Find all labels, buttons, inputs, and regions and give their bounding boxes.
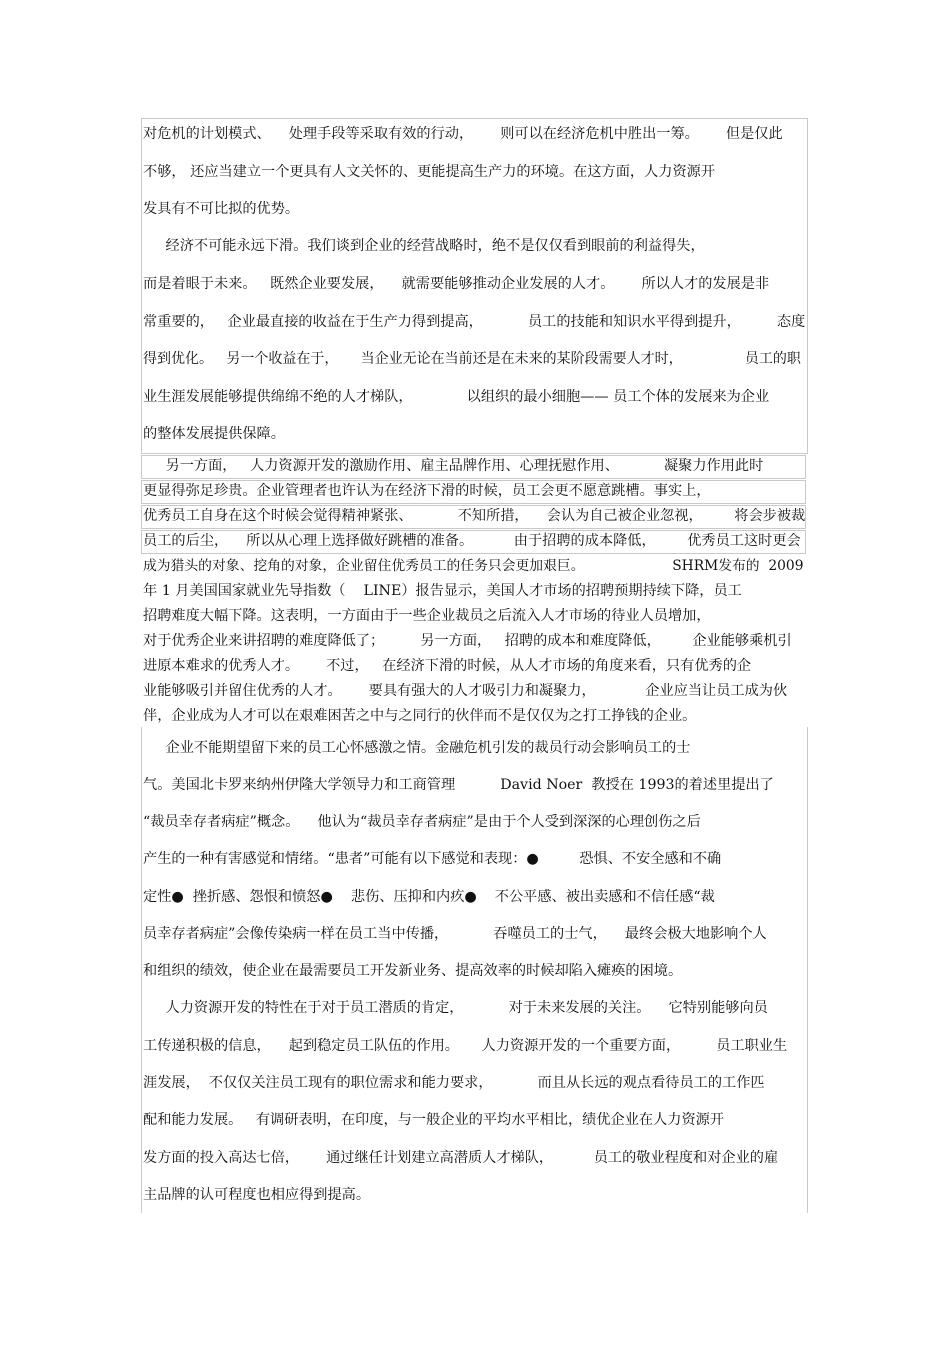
paragraph-line: 进原本难求的优秀人才。 不过， 在经济下滑的时候，从人才市场的角度来看，只有优秀的企 — [143, 658, 752, 674]
paragraph-line: 对于优秀企业来讲招聘的难度降低了； 另一方面， 招聘的成本和难度降低， 企业能够乘机引 — [143, 633, 792, 649]
paragraph-line: 产生的一种有害感觉和情绪。“患者”可能有以下感觉和表现：● 恐惧、不安全感和不确 — [143, 851, 722, 867]
paragraph-line: 经济不可能永远下滑。我们谈到企业的经营战略时，绝不是仅仅看到眼前的利益得失， — [143, 238, 705, 254]
paragraph-line: 不够， 还应当建立一个更具有人文关怀的、更能提高生产力的环境。在这方面，人力资源开 — [143, 164, 716, 180]
paragraph-line: 业生涯发展能够提供绵绵不绝的人才梯队， 以组织的最小细胞—— 员工个体的发展来为企业 — [143, 389, 770, 405]
paragraph-line: 企业不能期望留下来的员工心怀感激之情。金融危机引发的裁员行动会影响员工的士 — [143, 740, 691, 756]
paragraph-line: 而是着眼于未来。 既然企业要发展， 就需要能够推动企业发展的人才。 所以人才的发展是非 — [143, 276, 770, 292]
paragraph-line: 的整体发展提供保障。 — [143, 426, 285, 442]
paragraph-line: 另一方面， 人力资源开发的激励作用、雇主品牌作用、心理抚慰作用、 凝聚力作用此时 — [143, 458, 764, 474]
paragraph-line: 成为猎头的对象、挖角的对象，企业留住优秀员工的任务只会更加艰巨。 SHRM发布的 2009 — [143, 558, 804, 574]
paragraph-line: 更显得弥足珍贵。企业管理者也许认为在经济下滑的时候，员工会更不愿意跳槽。事实上， — [143, 483, 711, 499]
paragraph-line: 人力资源开发的特性在于对于员工潜质的肯定， 对于未来发展的关注。 它特别能够向员 — [143, 1000, 768, 1016]
paragraph-line: 对危机的计划模式、 处理手段等采取有效的行动， 则可以在经济危机中胜出一筹。 但是仅此 — [143, 126, 783, 142]
paragraph-line: “裁员幸存者病症”概念。 他认为“裁员幸存者病症”是由于个人受到深深的心理创伤之后 — [143, 814, 701, 830]
paragraph-line: 常重要的， 企业最直接的收益在于生产力得到提高， 员工的技能和知识水平得到提升， 态度 — [143, 314, 806, 330]
paragraph-line: 优秀员工自身在这个时候会觉得精神紧张、 不知所措， 会认为自己被企业忽视， 将会步被裁 — [143, 508, 806, 524]
paragraph-line: 工传递积极的信息， 起到稳定员工队伍的作用。 人力资源开发的一个重要方面， 员工职业生 — [143, 1038, 788, 1054]
paragraph-line: 发具有不可比拟的优势。 — [143, 201, 300, 217]
paragraph-line: 配和能力发展。 有调研表明，在印度，与一般企业的平均水平相比，绩优企业在人力资源开 — [143, 1112, 725, 1128]
paragraph-line: 员幸存者病症”会像传染病一样在员工当中传播， 吞噬员工的士气， 最终会极大地影响个人 — [143, 926, 767, 942]
paragraph-line: 涯发展， 不仅仅关注员工现有的职位需求和能力要求， 而且从长远的观点看待员工的工作匹 — [143, 1075, 765, 1091]
paragraph-line: 气。美国北卡罗来纳州伊隆大学领导力和工商管理 David Noer 教授在 1993的着述里提出了 — [143, 777, 774, 793]
paragraph-line: 伴，企业成为人才可以在艰难困苦之中与之同行的伙伴而不是仅仅为之打工挣钱的企业。 — [143, 708, 697, 724]
paragraph-line: 主品牌的认可程度也相应得到提高。 — [143, 1187, 371, 1203]
paragraph-line: 招聘难度大幅下降。这表明，一方面由于一些企业裁员之后流入人才市场的待业人员增加， — [143, 608, 711, 624]
paragraph-line: 得到优化。 另一个收益在于， 当企业无论在当前还是在未来的某阶段需要人才时， 员工的职 — [143, 351, 801, 367]
paragraph-line: 员工的后尘， 所以从心理上选择做好跳槽的准备。 由于招聘的成本降低， 优秀员工这时更会 — [143, 533, 801, 549]
paragraph-line: 业能够吸引并留住优秀的人才。 要具有强大的人才吸引力和凝聚力， 企业应当让员工成为伙 — [143, 683, 788, 699]
paragraph-line: 定性● 挫折感、怨恨和愤怒● 悲伤、压抑和内疚● 不公平感、被出卖感和不信任感“裁 — [143, 889, 715, 905]
paragraph-line: 年 1 月美国国家就业先导指数（ LINE）报告显示，美国人才市场的招聘预期持续下降，员工 — [143, 583, 742, 599]
paragraph-line: 发方面的投入高达七倍， 通过继任计划建立高潜质人才梯队， 员工的敬业程度和对企业的雇 — [143, 1150, 779, 1166]
paragraph-line: 和组织的绩效，使企业在最需要员工开发新业务、提高效率的时候却陷入瘫痪的困境。 — [143, 963, 683, 979]
